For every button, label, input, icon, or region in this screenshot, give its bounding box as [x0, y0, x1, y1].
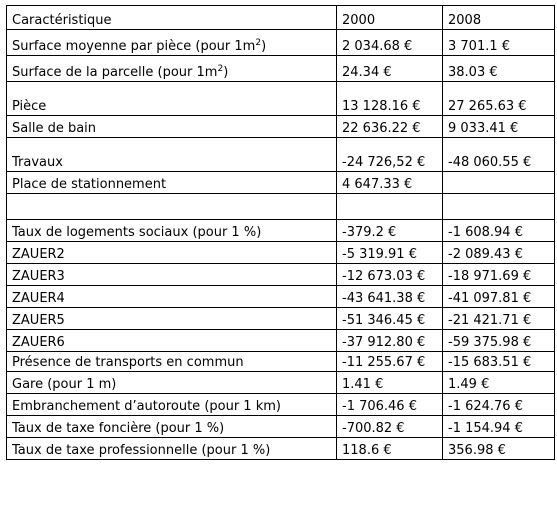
row-label-suffix: ): [223, 65, 229, 80]
table-row: [7, 116, 555, 138]
value-2000: -51 346.45 €: [337, 308, 443, 330]
value-2000: -43 641.38 €: [337, 286, 443, 308]
value-2008: 356.98 €: [443, 438, 555, 460]
table-row: [7, 352, 555, 372]
value-2000: 24.34 €: [337, 56, 443, 82]
table-row: [7, 286, 555, 308]
value-2000: -379.2 €: [337, 220, 443, 242]
table-header-row: [7, 6, 555, 30]
value-2000: -11 255.67 €: [337, 352, 443, 372]
value-2000: [337, 194, 443, 220]
value-2008: 27 265.63 €: [443, 82, 555, 116]
row-label: [7, 56, 337, 82]
row-label: Embranchement d’autoroute (pour 1 km): [7, 394, 337, 416]
value-2008: 3 701.1 €: [443, 30, 555, 56]
value-2000: -700.82 €: [337, 416, 443, 438]
row-label: ZAUER6: [7, 330, 337, 352]
row-label: ZAUER4: [7, 286, 337, 308]
value-2000: 4 647.33 €: [337, 172, 443, 194]
value-2000: -24 726,52 €: [337, 138, 443, 172]
value-2000: 118.6 €: [337, 438, 443, 460]
table-row: [7, 264, 555, 286]
value-2008: 9 033.41 €: [443, 116, 555, 138]
value-2008: -15 683.51 €: [443, 352, 555, 372]
table-row: [7, 172, 555, 194]
value-2008: [443, 194, 555, 220]
value-2008: -1 154.94 €: [443, 416, 555, 438]
row-label: Gare (pour 1 m): [7, 372, 337, 394]
value-2000: 13 128.16 €: [337, 82, 443, 116]
superscript: 2: [255, 38, 262, 48]
value-2008: -48 060.55 €: [443, 138, 555, 172]
table-row: [7, 330, 555, 352]
value-2008: -1 624.76 €: [443, 394, 555, 416]
row-label: ZAUER5: [7, 308, 337, 330]
table-row: [7, 138, 555, 172]
value-2008: -21 421.71 €: [443, 308, 555, 330]
row-label: ZAUER3: [7, 264, 337, 286]
table-row: [7, 416, 555, 438]
superscript: 2: [217, 64, 224, 74]
row-label: Travaux: [7, 138, 337, 172]
table-row: [7, 438, 555, 460]
value-2008: 38.03 €: [443, 56, 555, 82]
row-label: Salle de bain: [7, 116, 337, 138]
value-2008: [443, 172, 555, 194]
row-label: ZAUER2: [7, 242, 337, 264]
row-label: Taux de taxe professionnelle (pour 1 %): [7, 438, 337, 460]
value-2008: -59 375.98 €: [443, 330, 555, 352]
value-2000: -12 673.03 €: [337, 264, 443, 286]
row-label: [7, 30, 337, 56]
value-2008: -41 097.81 €: [443, 286, 555, 308]
row-label: Pièce: [7, 82, 337, 116]
header-year-2000: 2000: [337, 6, 443, 30]
value-2008: -1 608.94 €: [443, 220, 555, 242]
value-2000: -37 912.80 €: [337, 330, 443, 352]
row-label: Taux de taxe foncière (pour 1 %): [7, 416, 337, 438]
table-row: [7, 220, 555, 242]
value-2000: 1.41 €: [337, 372, 443, 394]
table-row: [7, 242, 555, 264]
characteristics-table: [6, 5, 555, 460]
value-2000: -1 706.46 €: [337, 394, 443, 416]
header-characteristic: Caractéristique: [7, 6, 337, 30]
table-row: [7, 82, 555, 116]
table-row: [7, 30, 555, 56]
header-year-2008: 2008: [443, 6, 555, 30]
value-2008: -18 971.69 €: [443, 264, 555, 286]
value-2000: -5 319.91 €: [337, 242, 443, 264]
table-row: [7, 56, 555, 82]
row-label-suffix: ): [261, 39, 267, 54]
value-2008: 1.49 €: [443, 372, 555, 394]
table-row-empty: [7, 194, 555, 220]
row-label: Présence de transports en commun: [7, 352, 337, 372]
table-row: [7, 394, 555, 416]
data-table-container: [6, 5, 555, 460]
table-row: [7, 372, 555, 394]
value-2000: 22 636.22 €: [337, 116, 443, 138]
row-label: Taux de logements sociaux (pour 1 %): [7, 220, 337, 242]
row-label-text: Surface de la parcelle (pour 1m: [12, 65, 218, 80]
row-label-text: Surface moyenne par pièce (pour 1m: [12, 39, 256, 54]
table-row: [7, 308, 555, 330]
value-2000: 2 034.68 €: [337, 30, 443, 56]
row-label: Place de stationnement: [7, 172, 337, 194]
row-label: [7, 194, 337, 220]
value-2008: -2 089.43 €: [443, 242, 555, 264]
